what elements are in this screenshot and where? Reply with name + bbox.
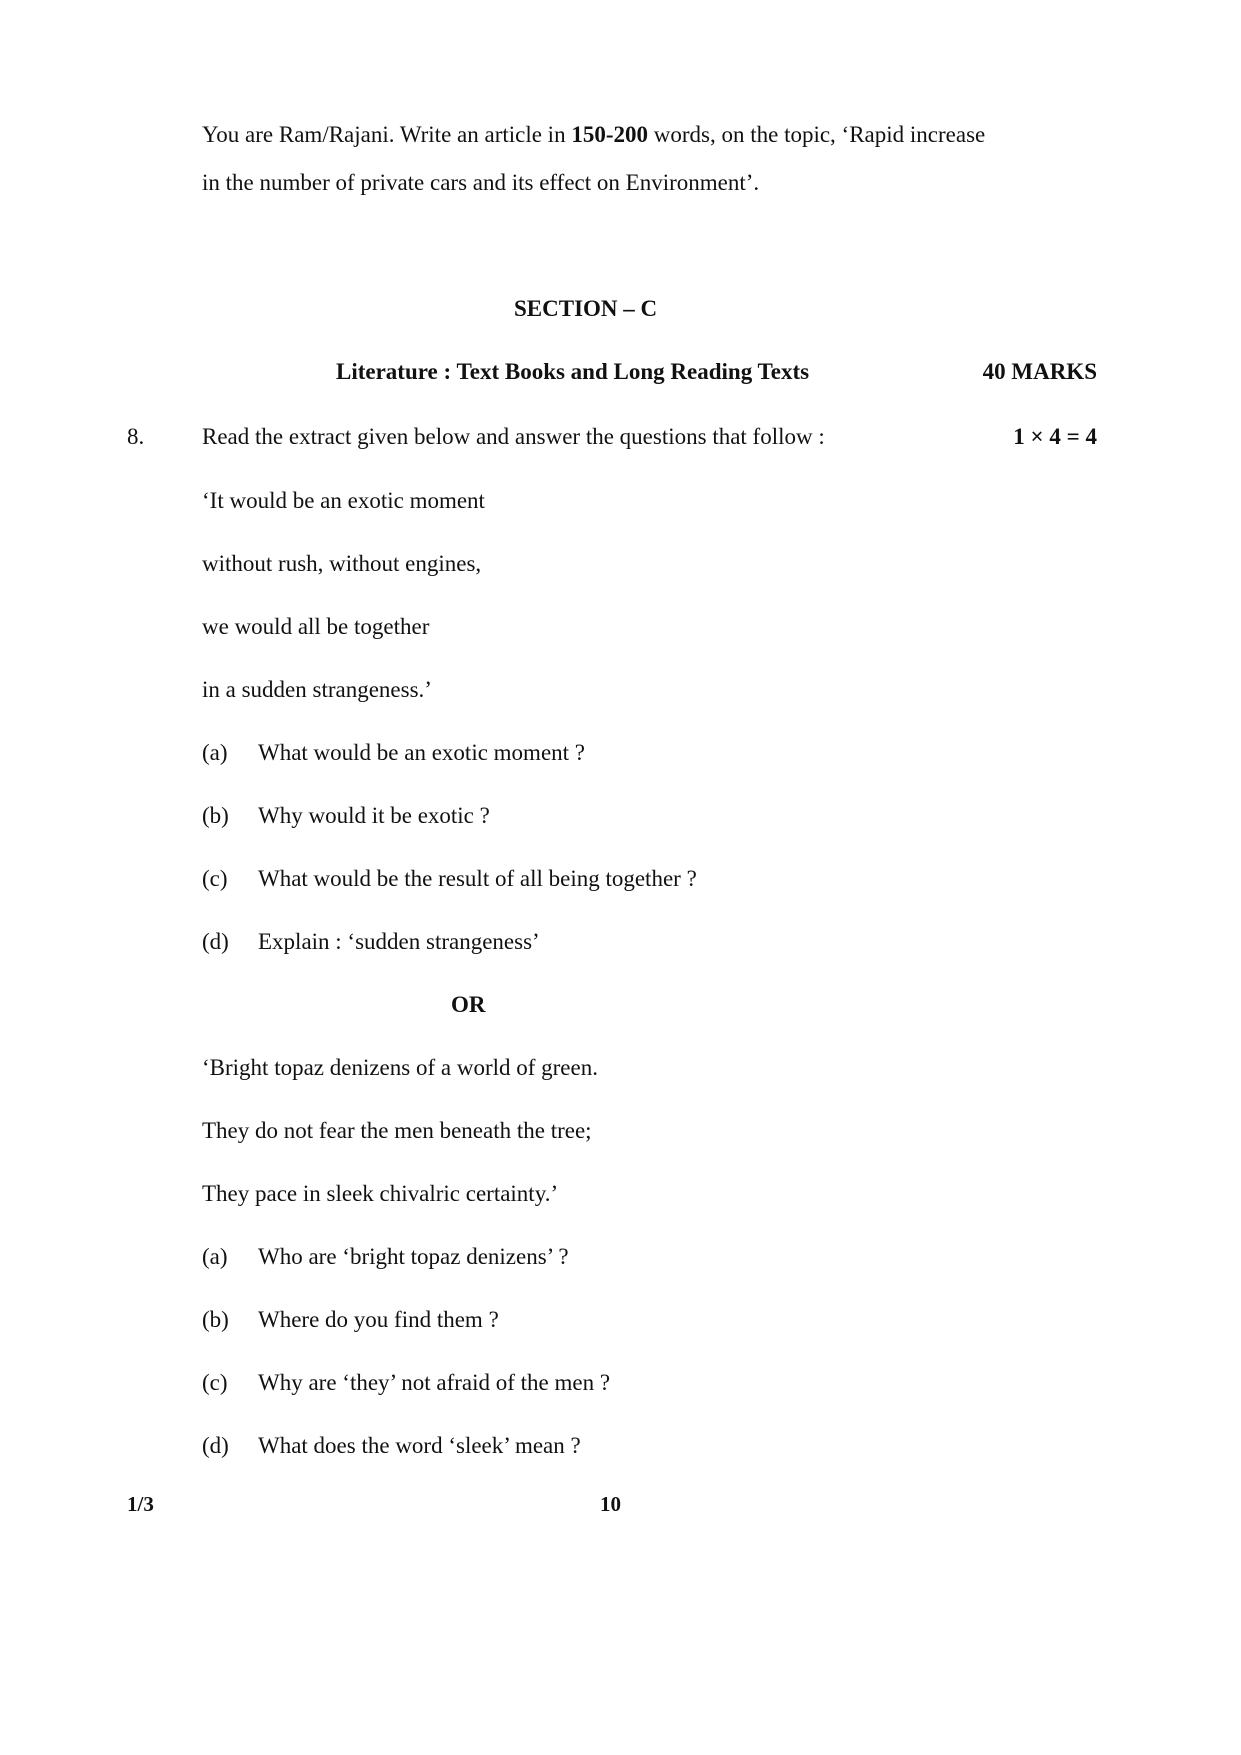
word-limit: 150-200 <box>571 122 648 147</box>
question-marks: 1 × 4 = 4 <box>1013 424 1097 449</box>
sub-question-text: Why would it be exotic ? <box>258 803 490 828</box>
sub-question-text: Why are ‘they’ not afraid of the men ? <box>258 1370 611 1395</box>
article-task-text-start: You are Ram/Rajani. Write an article in <box>202 122 572 147</box>
sub-question-label: (a) <box>202 740 228 765</box>
sub-question-label: (c) <box>202 1370 228 1395</box>
question-instruction: Read the extract given below and answer the questions that follow : <box>202 424 825 449</box>
extract-2-line: They do not fear the men beneath the tree; <box>202 1118 592 1143</box>
paper-code: 1/3 <box>127 1492 154 1516</box>
sub-question-label: (d) <box>202 1433 229 1458</box>
extract-2-line: ‘Bright topaz denizens of a world of green. <box>202 1055 598 1080</box>
section-marks: 40 MARKS <box>982 359 1097 384</box>
section-subtitle: Literature : Text Books and Long Reading Texts <box>336 359 810 384</box>
or-divider: OR <box>451 992 486 1017</box>
sub-question-label: (b) <box>202 1307 229 1332</box>
question-number: 8. <box>127 424 145 449</box>
extract-2-line: They pace in sleek chivalric certainty.’ <box>202 1181 559 1206</box>
sub-question-label: (d) <box>202 929 229 954</box>
section-title: SECTION – C <box>514 296 658 321</box>
page-number: 10 <box>600 1492 621 1516</box>
sub-question-text: Who are ‘bright topaz denizens’ ? <box>258 1244 569 1269</box>
sub-question-text: What would be an exotic moment ? <box>258 740 586 765</box>
sub-question-text: What would be the result of all being together ? <box>258 866 697 891</box>
extract-1-line: we would all be together <box>202 614 430 639</box>
sub-question-label: (c) <box>202 866 228 891</box>
article-task-text-end: words, on the topic, ‘Rapid increase <box>648 122 986 147</box>
sub-question-text: Where do you find them ? <box>258 1307 499 1332</box>
extract-1-line: without rush, without engines, <box>202 551 482 576</box>
sub-question-label: (a) <box>202 1244 228 1269</box>
extract-1-line: ‘It would be an exotic moment <box>202 488 485 513</box>
sub-question-label: (b) <box>202 803 229 828</box>
extract-1-line: in a sudden strangeness.’ <box>202 677 432 702</box>
article-task-line-1 <box>202 122 985 148</box>
sub-question-text: Explain : ‘sudden strangeness’ <box>258 929 540 954</box>
sub-question-text: What does the word ‘sleek’ mean ? <box>258 1433 581 1458</box>
article-task-line-2: in the number of private cars and its effect on Environment’. <box>202 170 760 195</box>
